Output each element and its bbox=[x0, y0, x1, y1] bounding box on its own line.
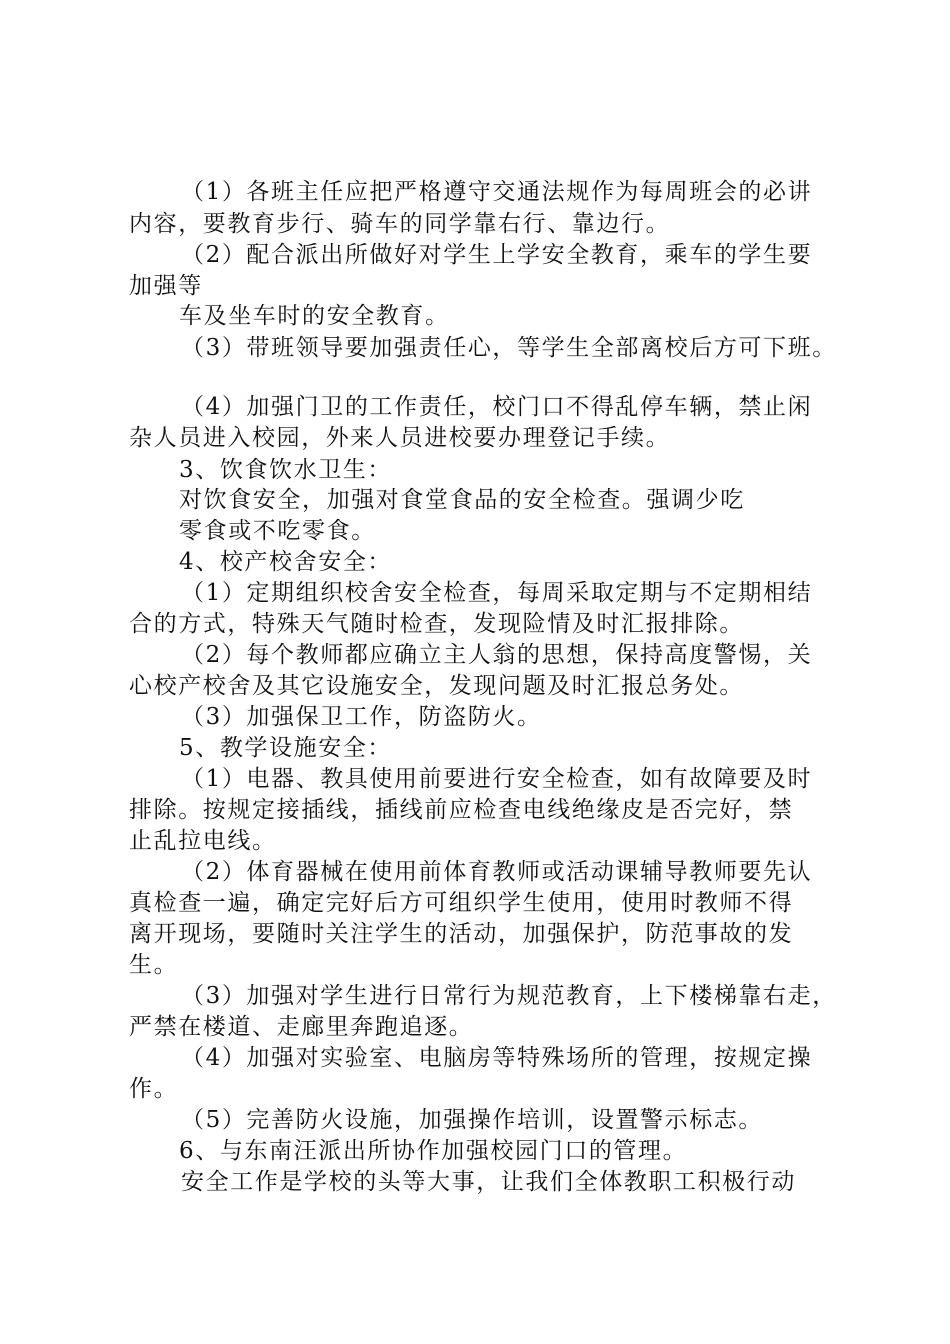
text-line: 3、饮食饮水卫生： bbox=[179, 457, 393, 483]
text-line: 车及坐车时的安全教育。 bbox=[179, 303, 450, 329]
text-line: 生。 bbox=[129, 952, 179, 978]
text-line: （4）加强门卫的工作责任，校门口不得乱停车辆，禁止闲 bbox=[181, 394, 813, 420]
text-line: 4、校产校舍安全： bbox=[179, 549, 393, 575]
text-line: （3）加强对学生进行日常行为规范教育，上下楼梯靠右走， bbox=[181, 983, 837, 1009]
text-line: 心校产校舍及其它设施安全，发现问题及时汇报总务处。 bbox=[129, 673, 744, 699]
text-line: 零食或不吃零食。 bbox=[179, 518, 376, 544]
text-line: 加强等 bbox=[129, 273, 203, 299]
text-line: 5、教学设施安全： bbox=[179, 735, 393, 761]
text-line: 离开现场，要随时关注学生的活动，加强保护，防范事故的发 bbox=[129, 921, 794, 947]
text-line: 安全工作是学校的头等大事，让我们全体教职工积极行动 bbox=[181, 1169, 796, 1195]
text-line: （1）定期组织校舍安全检查，每周采取定期与不定期相结 bbox=[181, 580, 813, 606]
text-line: （2）每个教师都应确立主人翁的思想，保持高度警惕，关 bbox=[181, 642, 813, 668]
text-line: （4）加强对实验室、电脑房等特殊场所的管理，按规定操 bbox=[181, 1045, 813, 1071]
text-line: 严禁在楼道、走廊里奔跑追逐。 bbox=[129, 1014, 474, 1040]
text-line: 作。 bbox=[129, 1076, 179, 1102]
text-line: 内容，要教育步行、骑车的同学靠右行、靠边行。 bbox=[129, 211, 671, 237]
text-line: （1）各班主任应把严格遵守交通法规作为每周班会的必讲 bbox=[181, 179, 813, 205]
text-line: 止乱拉电线。 bbox=[129, 828, 277, 854]
text-line: 6、与东南汪派出所协作加强校园门口的管理。 bbox=[179, 1138, 688, 1164]
text-line: 真检查一遍，确定完好后方可组织学生使用，使用时教师不得 bbox=[129, 890, 794, 916]
text-line: （1）电器、教具使用前要进行安全检查，如有故障要及时 bbox=[181, 766, 813, 792]
text-line: 对饮食安全，加强对食堂食品的安全检查。强调少吃 bbox=[179, 487, 745, 513]
text-line: （3）加强保卫工作，防盗防火。 bbox=[181, 704, 542, 730]
text-line: （3）带班领导要加强责任心，等学生全部离校后方可下班。 bbox=[181, 335, 837, 361]
text-line: 杂人员进入校园，外来人员进校要办理登记手续。 bbox=[129, 425, 671, 451]
text-line: 合的方式，特殊天气随时检查，发现险情及时汇报排除。 bbox=[129, 611, 744, 637]
text-line: 排除。按规定接插线，插线前应检查电线绝缘皮是否完好，禁 bbox=[129, 797, 794, 823]
text-line: （2）配合派出所做好对学生上学安全教育，乘车的学生要 bbox=[181, 242, 813, 268]
text-line: （2）体育器械在使用前体育教师或活动课辅导教师要先认 bbox=[181, 859, 813, 885]
text-line: （5）完善防火设施，加强操作培训，设置警示标志。 bbox=[181, 1107, 764, 1133]
